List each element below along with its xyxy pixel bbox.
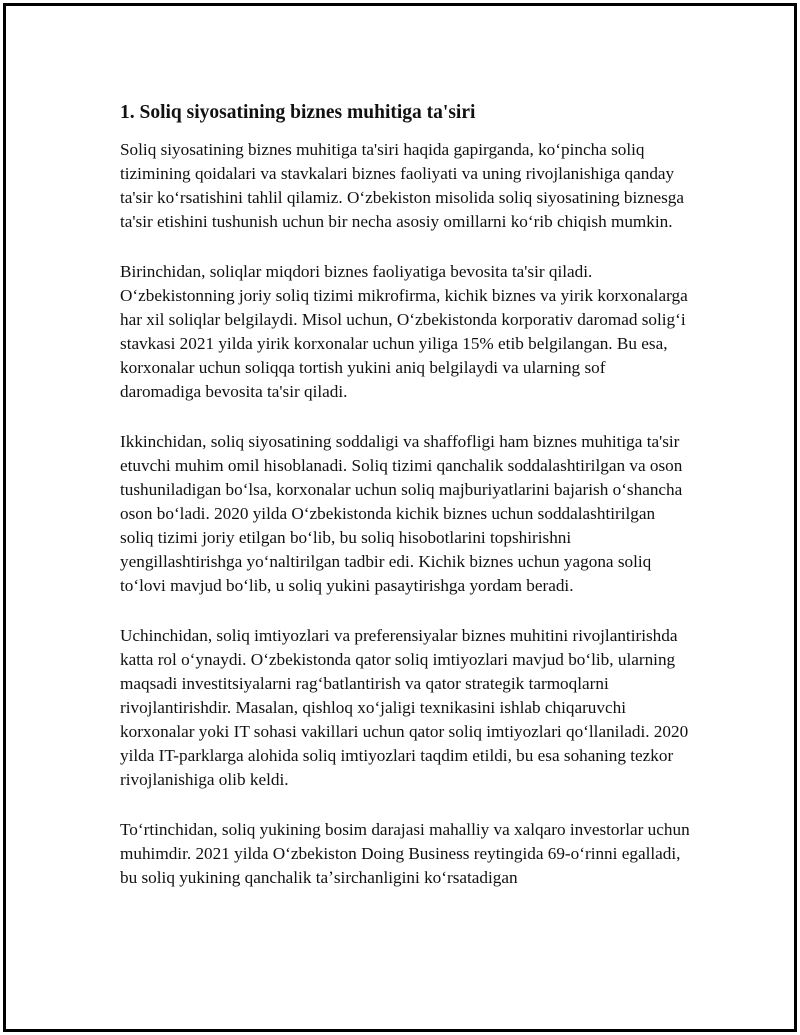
document-page bbox=[3, 3, 797, 1032]
paragraph-2: Birinchidan, soliqlar miqdori biznes faoliyatiga bevosita ta'sir qiladi. Oʻzbekistonning joriy soliq tizimi mikrofirma, kichik biznes va yirik korxonalarga har xil soliqlar belgilaydi. Misol uchun, Oʻzbekistonda korporativ daromad soligʻi stavkasi 2021 yilda yirik korxonalar uchun yiliga 15% etib belgilangan. Bu esa, korxonalar uchun soliqqa tortish yukini aniq belgilaydi va ularning sof daromadiga bevosita ta'sir qiladi. bbox=[120, 262, 688, 401]
paragraph-1: Soliq siyosatining biznes muhitiga ta'siri haqida gapirganda, koʻpincha soliq tizimining qoidalari va stavkalari biznes faoliyati va uning rivojlanishiga qanday ta'sir koʻrsatishini tahlil qilamiz. Oʻzbekiston misolida soliq siyosatining biznesga ta'sir etishini tushunish uchun bir necha asosiy omillarni koʻrib chiqish mumkin. bbox=[120, 140, 684, 231]
document-body bbox=[120, 100, 690, 916]
paragraph-3: Ikkinchidan, soliq siyosatining soddaligi va shaffofligi ham biznes muhitiga ta'sir etuvchi muhim omil hisoblanadi. Soliq tizimi qanchalik soddalashtirilgan va oson tushuniladigan boʻlsa, korxonalar uchun soliq majburiyatlarini bajarish oʻshancha oson boʻladi. 2020 yilda Oʻzbekistonda kichik biznes uchun soddalashtirilgan soliq tizimi joriy etilgan boʻlib, bu soliq hisobotlarini topshirishni yengillashtirishga yoʻnaltirilgan tadbir edi. Kichik biznes uchun yagona soliq toʻlovi mavjud boʻlib, u soliq yukini pasaytirishga yordam beradi. bbox=[120, 432, 683, 595]
paragraph-4: Uchinchidan, soliq imtiyozlari va preferensiyalar biznes muhitini rivojlantirishda katta rol oʻynaydi. Oʻzbekistonda qator soliq imtiyozlari mavjud boʻlib, ularning maqsadi investitsiyalarni ragʻbatlantirish va qator strategik tarmoqlarni rivojlantirishdir. Masalan, qishloq xoʻjaligi texnikasini ishlab chiqaruvchi korxonalar yoki IT sohasi vakillari uchun qator soliq imtiyozlari qoʻllaniladi. 2020 yilda IT-parklarga alohida soliq imtiyozlari taqdim etildi, bu esa sohaning tezkor rivojlanishiga olib keldi. bbox=[120, 626, 689, 789]
section-heading: 1. Soliq siyosatining biznes muhitiga ta'siri bbox=[120, 102, 476, 123]
paragraph-5: Toʻrtinchidan, soliq yukining bosim darajasi mahalliy va xalqaro investorlar uchun muhimdir. 2021 yilda Oʻzbekiston Doing Business reytingida 69-oʻrinni egalladi, bu soliq yukining qanchalik taʼsirchanligini koʻrsatadigan bbox=[120, 820, 690, 887]
